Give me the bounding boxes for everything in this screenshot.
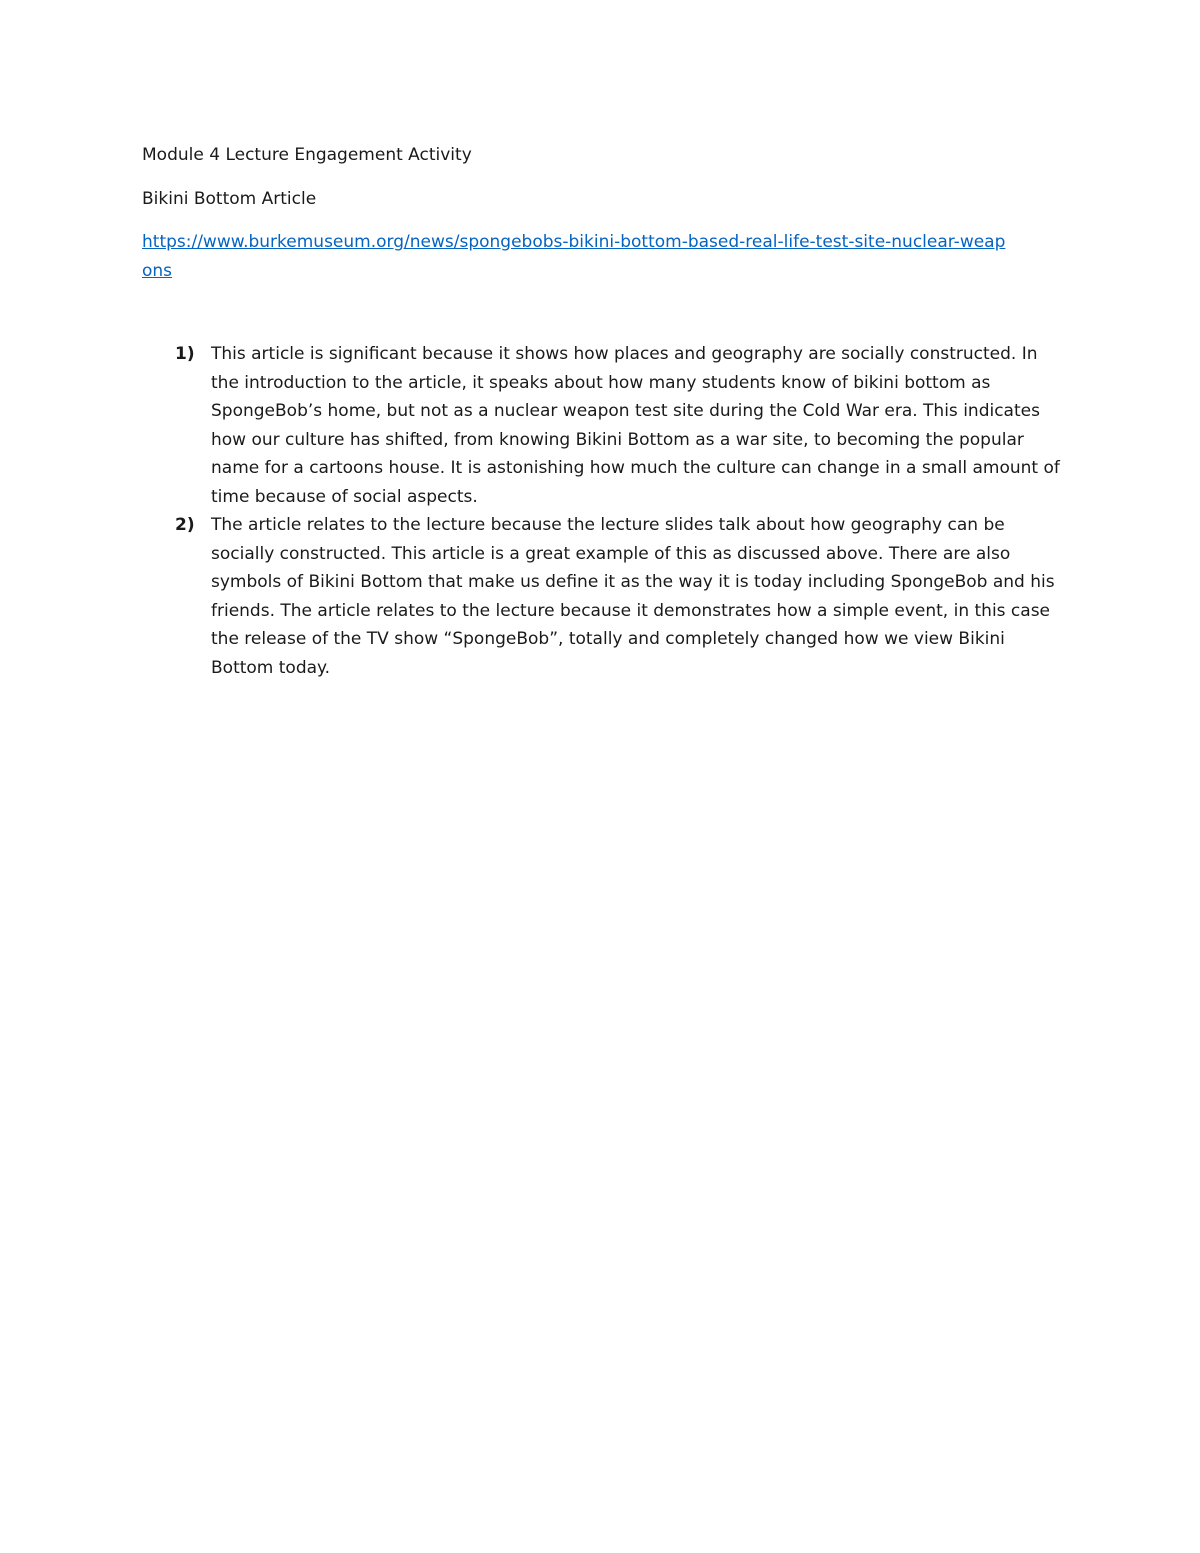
article-heading: Bikini Bottom Article <box>142 188 317 209</box>
document-body <box>142 141 1062 682</box>
answer-item-2 <box>142 511 1062 682</box>
answer-text: This article is significant because it shows how places and geography are socially constructed. In the introduction to the article, it speaks about how many students know of bikini bottom as SpongeBob’s home, but not as a nuclear weapon test site during the Cold War era. This indicates how our culture has shifted, from knowing Bikini Bottom as a war site, to becoming the popular name for a cartoons house. It is astonishing how much the culture can change in a small amount of time because of social aspects. <box>211 344 1060 507</box>
document-title: Module 4 Lecture Engagement Activity <box>142 145 472 165</box>
answer-number: 1) <box>175 344 195 364</box>
answer-number: 2) <box>175 515 195 535</box>
answer-item-1 <box>142 340 1062 511</box>
answer-list <box>142 340 1062 682</box>
article-link[interactable]: https://www.burkemuseum.org/news/spongebobs-bikini-bottom-based-real-life-test-site-nuclear-weapons <box>142 232 1006 281</box>
answer-text: The article relates to the lecture because the lecture slides talk about how geography can be socially constructed. This article is a great example of this as discussed above. There are also symbols of Bikini Bottom that make us define it as the way it is today including SpongeBob and his friends. The article relates to the lecture because it demonstrates how a simple event, in this case the release of the TV show “SpongeBob”, totally and completely changed how we view Bikini Bottom today. <box>211 515 1055 678</box>
